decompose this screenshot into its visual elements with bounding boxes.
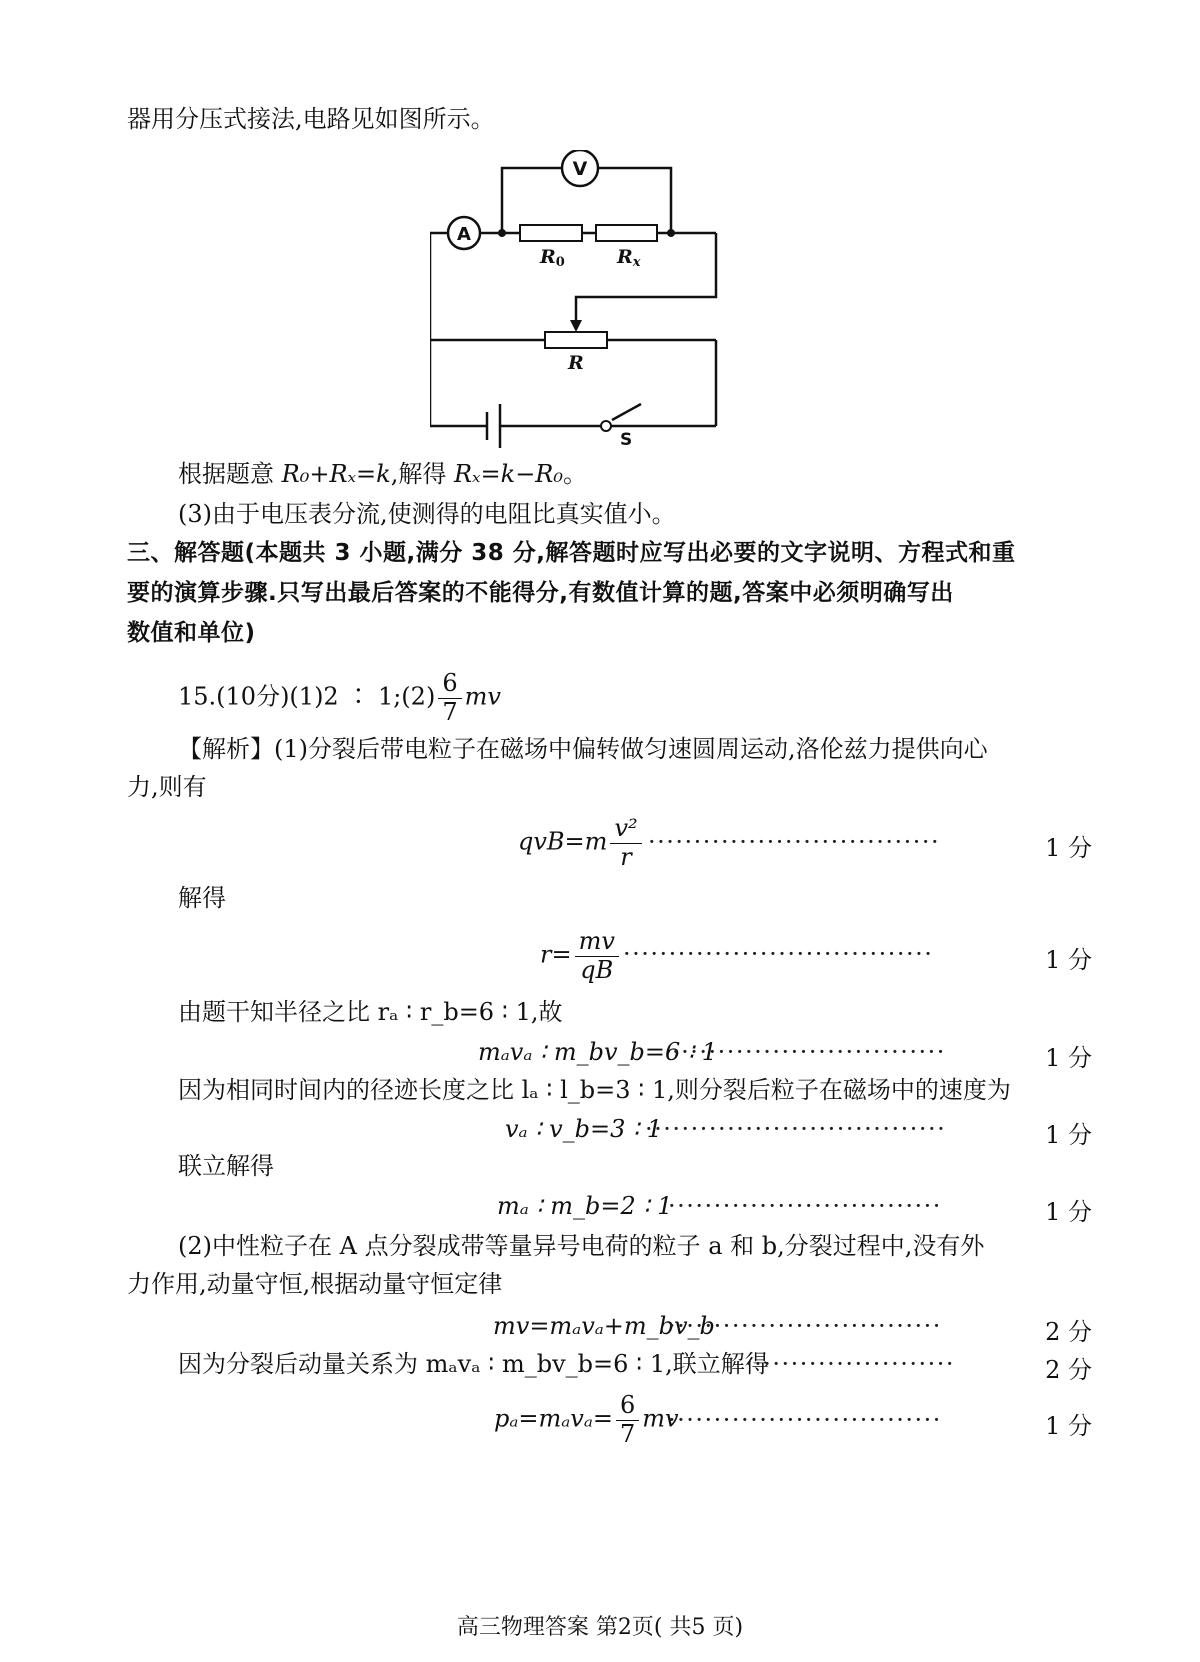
score-5: 1 分 <box>1045 1198 1092 1226</box>
score-8: 1 分 <box>1045 1412 1092 1440</box>
dot-leader: ······························ <box>672 1038 946 1066</box>
score-2: 1 分 <box>1045 946 1092 974</box>
ammeter-label: A <box>457 224 471 245</box>
dot-leader: ······················· <box>745 1350 955 1378</box>
score-7: 2 分 <box>1045 1356 1092 1384</box>
switch-label: S <box>620 430 633 450</box>
speed-line: 因为相同时间内的径迹长度之比 lₐ ∶ l_b=3 ∶ 1,则分裂后粒子在磁场中的速度为 <box>178 1076 1011 1104</box>
q15-answer: 15.(10分)(1)2 ∶ 1;(2) $\frac{6}{7}$ mv <box>178 669 501 726</box>
part2-line2: 力作用,动量守恒,根据动量守恒定律 <box>127 1270 503 1298</box>
jiede-1: 解得 <box>178 884 226 912</box>
dot-leader: ·································· <box>623 940 934 968</box>
note-3: (3)由于电压表分流,使测得的电阻比真实值小。 <box>178 500 676 528</box>
rheostat-label: R <box>568 352 584 374</box>
dot-leader: ································· <box>645 1115 947 1143</box>
section-header-line2: 要的演算步骤.只写出最后答案的不能得分,有数值计算的题,答案中必须明确写出 <box>127 580 954 606</box>
r0-label: R0 <box>540 246 565 270</box>
score-1: 1 分 <box>1045 834 1092 862</box>
equation-radius: r= $\frac{mv}{qB}$ <box>540 928 622 984</box>
lianli-1: 联立解得 <box>178 1152 274 1180</box>
dot-leader: ······························ <box>668 1406 942 1434</box>
score-3: 1 分 <box>1045 1044 1092 1072</box>
dot-leader: ······························ <box>668 1192 942 1220</box>
derive-line: 根据题意 R₀+Rₓ=k,解得 Rₓ=k−R₀。 <box>178 460 587 488</box>
intro-line: 器用分压式接法,电路见如图所示。 <box>127 105 495 133</box>
momentum-line: 因为分裂后动量关系为 mₐvₐ ∶ m_bv_b=6 ∶ 1,联立解得 <box>178 1350 769 1378</box>
dot-leader: ······························ <box>668 1312 942 1340</box>
voltmeter-label: V <box>572 158 588 180</box>
analysis-line2: 力,则有 <box>127 773 207 801</box>
rx-label: Rx <box>617 246 641 270</box>
dot-leader: ································ <box>648 828 941 856</box>
score-6: 2 分 <box>1045 1318 1092 1346</box>
part2-line1: (2)中性粒子在 A 点分裂成带等量异号电荷的粒子 a 和 b,分裂过程中,没有外 <box>178 1232 985 1260</box>
equation-lorentz: qvB=m $\frac{\text{v²}}{r}$ <box>518 815 645 871</box>
q15-fraction: $\frac{6}{7}$ <box>438 670 461 726</box>
equation-speed-ratio: vₐ ∶ v_b=3 ∶ 1 <box>505 1115 663 1143</box>
page-footer: 高三物理答案 第2页( 共5 页) <box>456 1615 744 1640</box>
equation-mass-ratio: mₐ ∶ m_b=2 ∶ 1 <box>497 1192 673 1220</box>
section-header-line1: 三、解答题(本题共 3 小题,满分 38 分,解答题时应写出必要的文字说明、方程式和重 <box>127 540 1016 566</box>
equation-momentum-ratio: mₐvₐ ∶ m_bv_b=6 ∶ 1 <box>478 1038 718 1066</box>
equation-momentum-conservation: mv=mₐvₐ+m_bv_b <box>493 1312 715 1340</box>
analysis-line1: 【解析】(1)分裂后带电粒子在磁场中偏转做匀速圆周运动,洛伦兹力提供向心 <box>178 735 988 763</box>
section-header-line3: 数值和单位) <box>127 620 256 646</box>
equation-momentum-a: pₐ=mₐvₐ= $\frac{6}{7}$ mv <box>494 1391 679 1448</box>
circuit-diagram <box>430 150 730 450</box>
score-4: 1 分 <box>1045 1121 1092 1149</box>
ratio-line: 由题干知半径之比 rₐ ∶ r_b=6 ∶ 1,故 <box>178 998 563 1026</box>
